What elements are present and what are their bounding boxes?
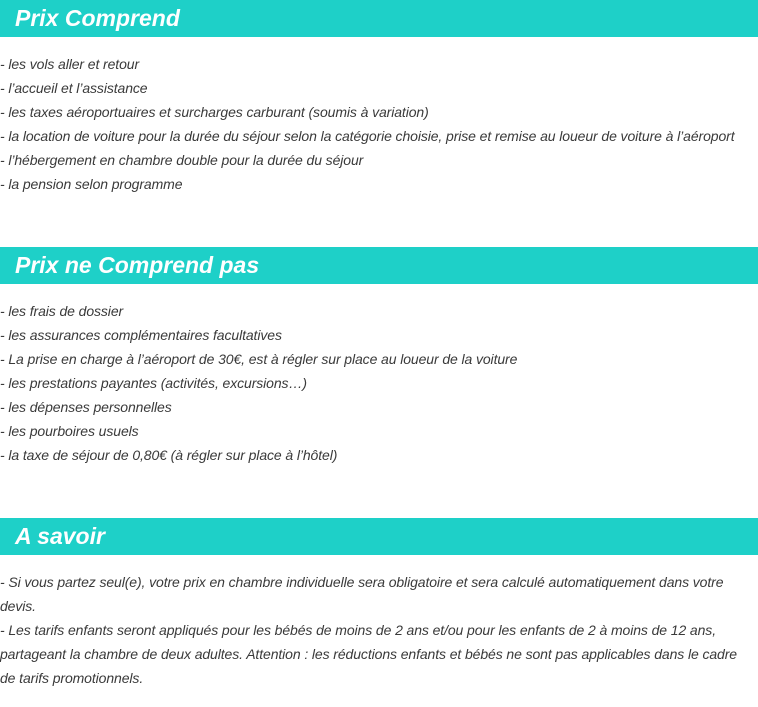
list-item: - La prise en charge à l’aéroport de 30€, est à régler sur place au loueur de la voiture bbox=[0, 351, 518, 367]
list-item: - les frais de dossier bbox=[0, 303, 124, 319]
list-item: - la location de voiture pour la durée du séjour selon la catégorie choisie, prise et remise au loueur de voiture à l’aéroport bbox=[0, 128, 735, 144]
list-item: - la pension selon programme bbox=[0, 176, 183, 192]
list-item: - les assurances complémentaires facultatives bbox=[0, 327, 282, 343]
section-header-a-savoir bbox=[0, 518, 758, 555]
section-title: Prix Comprend bbox=[15, 5, 180, 31]
section-title: A savoir bbox=[15, 523, 105, 549]
list-item: - l’hébergement en chambre double pour la durée du séjour bbox=[0, 152, 364, 168]
section-header-prix-comprend bbox=[0, 0, 758, 37]
section-header-prix-ne-comprend-pas bbox=[0, 247, 758, 284]
list-item: - l’accueil et l’assistance bbox=[0, 80, 148, 96]
good-to-know-list bbox=[0, 570, 758, 690]
list-item: - la taxe de séjour de 0,80€ (à régler sur place à l’hôtel) bbox=[0, 447, 338, 463]
list-item: - Les tarifs enfants seront appliqués pour les bébés de moins de 2 ans et/ou pour les enfants de 2 à moins de 12 ans, partageant la chambre de deux adultes. Attention : les réductions enfants et bébés ne sont pas applicables dans le cadre de tarifs promotionnels. bbox=[0, 622, 737, 686]
list-item: - Si vous partez seul(e), votre prix en chambre individuelle sera obligatoire et sera calculé automatiquement dans votre devis. bbox=[0, 574, 724, 614]
list-item: - les taxes aéroportuaires et surcharges carburant (soumis à variation) bbox=[0, 104, 429, 120]
list-item: - les pourboires usuels bbox=[0, 423, 139, 439]
list-item: - les prestations payantes (activités, excursions…) bbox=[0, 375, 307, 391]
not-included-list bbox=[0, 299, 758, 467]
list-item: - les vols aller et retour bbox=[0, 56, 140, 72]
section-title: Prix ne Comprend pas bbox=[15, 252, 260, 278]
list-item: - les dépenses personnelles bbox=[0, 399, 172, 415]
included-list bbox=[0, 52, 758, 196]
